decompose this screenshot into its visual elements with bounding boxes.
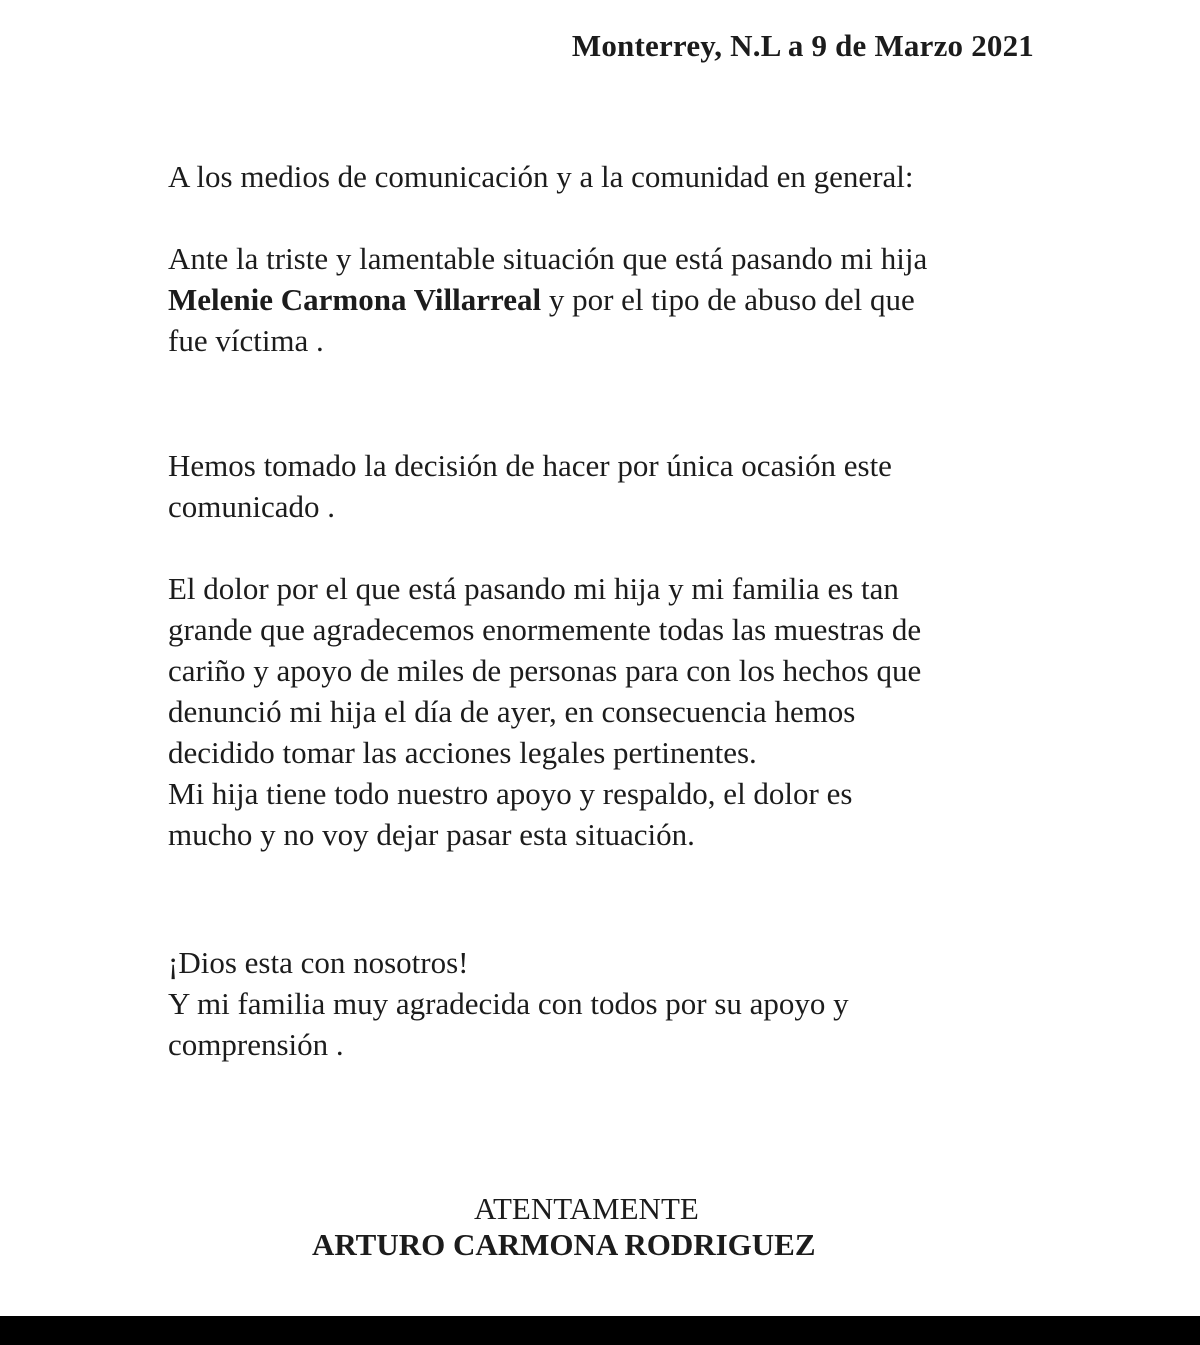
closing-line: ¡Dios esta con nosotros! [168, 945, 469, 980]
bottom-black-bar [0, 1316, 1200, 1345]
closing-paragraph [168, 942, 1048, 1065]
signature-name: ARTURO CARMONA RODRIGUEZ [312, 1227, 816, 1262]
salutation-text: A los medios de comunicación y a la comunidad en general: [168, 159, 914, 194]
daughter-name: Melenie Carmona Villarreal [168, 282, 542, 317]
paragraph-line: Ante la triste y lamentable situación que está pasando mi hija [168, 241, 928, 276]
paragraph-decision [168, 445, 1048, 527]
paragraph-line: comunicado . [168, 489, 336, 524]
paragraph-line: decidido tomar las acciones legales pertinentes. [168, 735, 757, 770]
salutation [168, 156, 1048, 197]
paragraph-line: El dolor por el que está pasando mi hija y mi familia es tan [168, 571, 899, 606]
paragraph-line-rest: y por el tipo de abuso del que [541, 282, 915, 317]
paragraph-line: grande que agradecemos enormemente todas las muestras de [168, 612, 922, 647]
paragraph-line [168, 279, 1048, 320]
dateline: Monterrey, N.L a 9 de Marzo 2021 [571, 28, 1034, 63]
paragraph-line: Mi hija tiene todo nuestro apoyo y respaldo, el dolor es [168, 776, 853, 811]
paragraph-line: Hemos tomado la decisión de hacer por única ocasión este [168, 448, 892, 483]
paragraph-gratitude [168, 568, 1048, 855]
signature-regards: ATENTAMENTE [474, 1191, 699, 1226]
closing-line: comprensión . [168, 1027, 344, 1062]
paragraph-line: cariño y apoyo de miles de personas para con los hechos que [168, 653, 922, 688]
paragraph-situation [168, 238, 1048, 361]
closing-line: Y mi familia muy agradecida con todos por su apoyo y [168, 986, 849, 1021]
paragraph-line: fue víctima . [168, 323, 324, 358]
paragraph-line: mucho y no voy dejar pasar esta situación. [168, 817, 695, 852]
paragraph-line: denunció mi hija el día de ayer, en consecuencia hemos [168, 694, 856, 729]
